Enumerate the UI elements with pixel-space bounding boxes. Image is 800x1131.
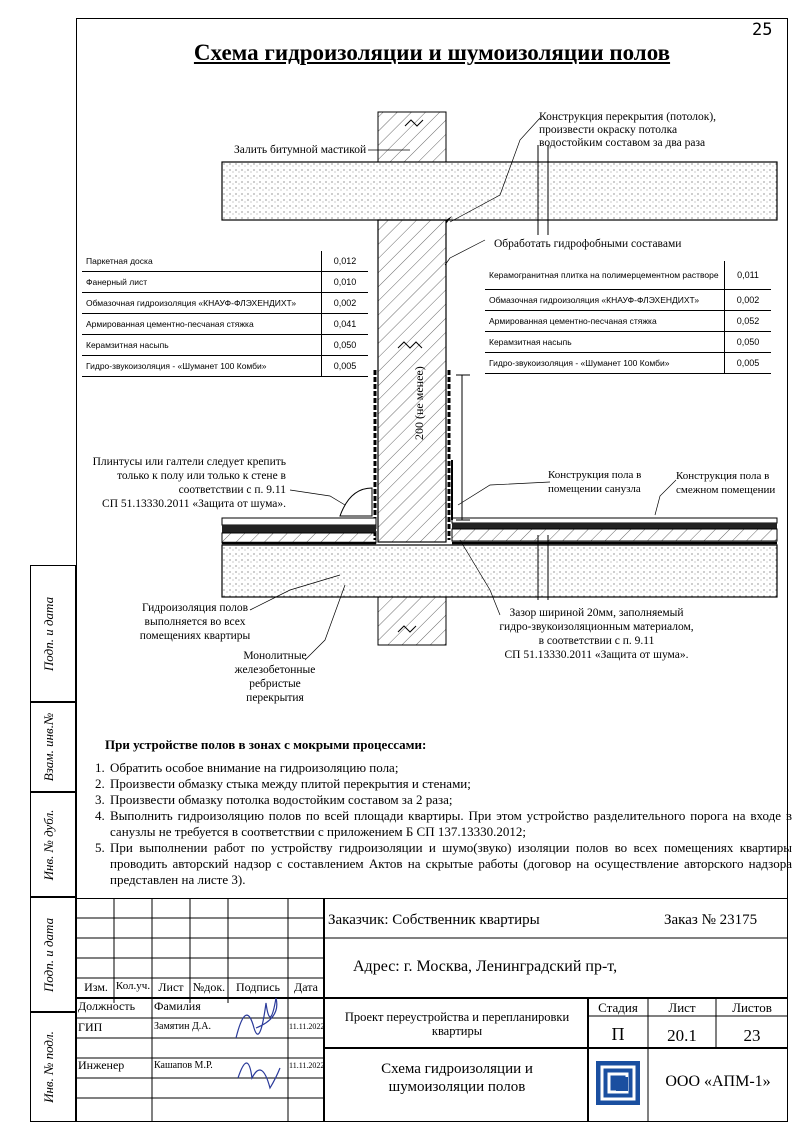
callout-hydrophobic: Обработать гидрофобными составами [494,238,682,250]
lower-wall-stub [378,597,446,645]
table-row: Керамзитная насыпь 0,050 [82,335,368,356]
date-gip: 11.11.2022 [289,1022,325,1031]
list-item: 1. Обратить особое внимание на гидроизоляцию пола; [108,760,792,776]
col-header-date: Дата [294,980,318,994]
company-logo [596,1061,640,1105]
instructions-list [86,760,792,888]
side-cell-dup-inv: Инв. № дубл. [30,792,76,897]
col-header-signature: Подпись [235,980,281,994]
name-header: Фамилия [154,999,201,1013]
side-cell-sign-date-1: Подп. и дата [30,565,76,702]
list-item: 2. Произвести обмазку стыка между плитой перекрытия и стенами; [108,776,792,792]
page-title: Схема гидроизоляции и шумоизоляции полов [193,40,671,65]
sheet-label: Лист [668,1000,696,1015]
project-title: Проект переустройства и перепланировки квартиры [344,1010,570,1038]
stage-label: Стадия [598,1000,638,1015]
list-item: 4. Выполнить гидроизоляцию полов по всей площади квартиры. При этом устройство разделительного порога на входе в санузлы не требуется в соответствии с приложением Б СП 137.13330.2012; [108,808,792,840]
company-name: ООО «АПМ-1» [665,1073,771,1090]
sheet-value: 20.1 [667,1026,697,1045]
address-text: Адрес: г. Москва, Ленинградский пр-т, [353,958,618,975]
callout-ceiling-2: произвести окраску потолка [539,124,678,136]
side-cell-replace-inv: Взам. инв.№ [30,702,76,792]
table-row: Гидро-звукоизоляция - «Шуманет 100 Комби» 0,005 [485,352,771,373]
right-layer-table [485,261,771,374]
callout-plinth: Плинтусы или галтели следует крепить только к полу или только к стене в соответствии с п. 9.11 СП 51.13330.2011 «Защита от шума». [92,456,286,510]
table-row: Гидро-звукоизоляция - «Шуманет 100 Комби» 0,005 [82,356,368,377]
stage-value: П [611,1024,625,1044]
side-cell-orig-inv: Инв. № подл. [30,1012,76,1122]
role-engineer: Инженер [78,1058,125,1072]
sheets-value: 23 [743,1026,761,1045]
callout-waterproofing: Гидроизоляция полов выполняется во всех помещениях квартиры [139,602,251,642]
table-row: Фанерный лист 0,010 [82,272,368,293]
table-row: Керамогранитная плитка на полимерцементном растворе 0,011 [485,261,771,289]
page-number: 25 [752,20,773,40]
upper-wall-stub [378,112,446,162]
sheets-label: Листов [732,1000,772,1015]
table-row: Паркетная доска 0,012 [82,251,368,272]
callout-adjacent-floor: Конструкция пола в смежном помещении [676,470,776,496]
name-gip: Замятин Д.А. [154,1021,211,1032]
sheet-title: Схема гидроизоляции и шумоизоляции полов [381,1061,533,1095]
name-engineer: Кашапов М.Р. [154,1060,213,1071]
callout-ceiling-3: водостойким составом за два раза [539,137,706,149]
role-header: Должность [78,999,136,1013]
role-gip: ГИП [78,1020,103,1034]
list-item: 5. При выполнении работ по устройству гидроизоляции и шумо(звуко) изоляции полов во всех помещениях квартиры проводить авторский надзор с составлением Актов на скрытые работы (договор на осуществление авторского надзора представлен на листе 3). [108,840,792,888]
side-cell-sign-date-2: Подп. и дата [30,897,76,1012]
instructions-heading: При устройстве полов в зонах с мокрыми процессами: [105,737,427,752]
table-row: Обмазочная гидроизоляция «КНАУФ-ФЛЭХЕНДИХТ» 0,002 [82,293,368,314]
table-row: Керамзитная насыпь 0,050 [485,331,771,352]
lower-slab [222,545,777,597]
col-header-change: Изм. [84,980,108,994]
customer-text: Заказчик: Собственник квартиры [328,912,540,928]
callout-monolithic: Монолитные железобетонные ребристые перекрытия [234,650,316,704]
dimension-label: 200 (не менее) [412,366,426,440]
date-engineer: 11.11.2022 [289,1061,325,1070]
order-number: Заказ № 23175 [664,912,758,928]
callout-bath-floor: Конструкция пола в помещении санузла [548,469,642,495]
col-header-doc: №док. [192,980,226,994]
upper-slab [222,162,777,220]
callout-ceiling-1: Конструкция перекрытия (потолок), [539,111,717,123]
table-row: Армированная цементно-песчаная стяжка 0,052 [485,310,771,331]
signature-engineer [238,1063,280,1088]
col-header-sheet: Лист [158,980,184,994]
callout-bitumen: Залить битумной мастикой [234,144,367,156]
col-header-count: Кол.уч. [115,980,151,992]
callout-gap: Зазор шириной 20мм, заполняемый гидро-звукоизоляционным материалом, в соответствии с п. 9.11 СП 51.13330.2011 «Защита от шума». [499,607,694,661]
left-layer-table [82,251,368,377]
table-row: Обмазочная гидроизоляция «КНАУФ-ФЛЭХЕНДИХТ» 0,002 [485,289,771,310]
table-row: Армированная цементно-песчаная стяжка 0,041 [82,314,368,335]
list-item: 3. Произвести обмазку потолка водостойким составом за 2 раза; [108,792,792,808]
